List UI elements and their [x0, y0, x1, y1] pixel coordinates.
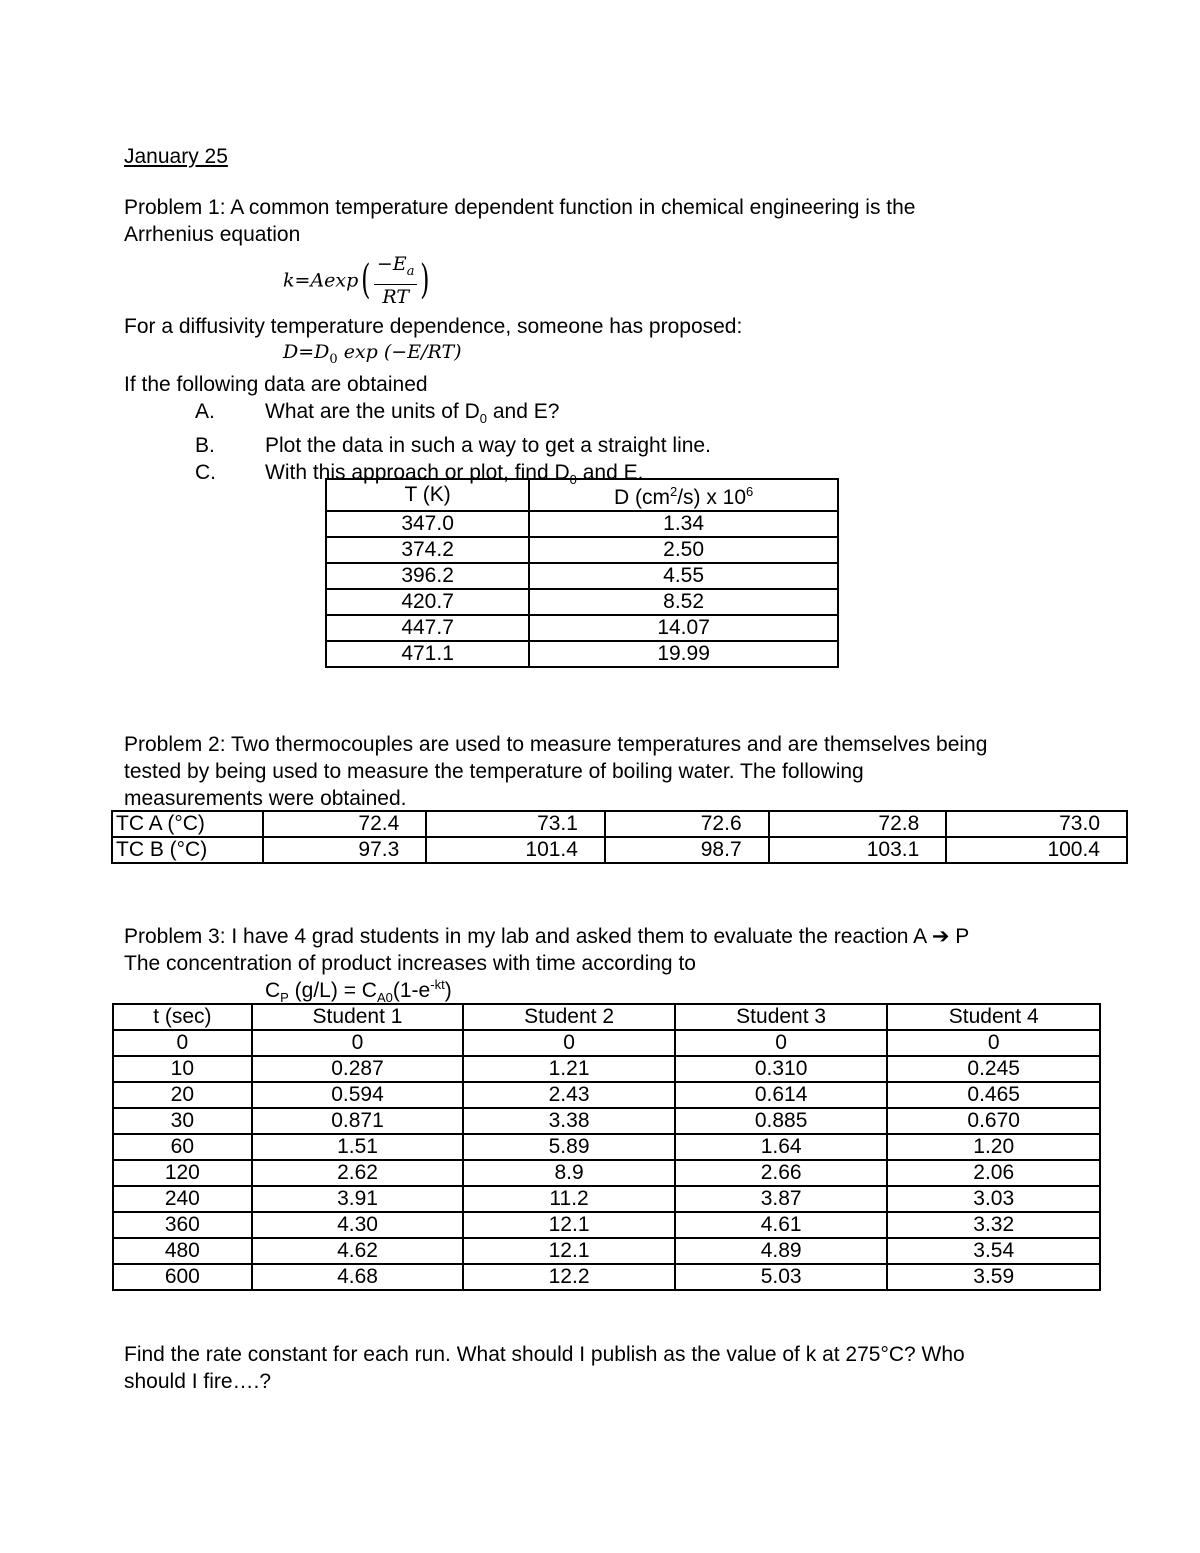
concentration-cell: 2.43 — [463, 1082, 675, 1108]
table-row — [113, 1212, 1100, 1238]
concentration-cell: 0 — [463, 1030, 675, 1056]
problem3-line2: The concentration of product increases with time according to — [124, 952, 696, 975]
time-cell: 10 — [113, 1056, 252, 1082]
table-row — [112, 837, 1127, 863]
diffusivity-sub: 0 — [329, 351, 338, 367]
time-cell: 360 — [113, 1212, 252, 1238]
temperature-cell: 447.7 — [326, 615, 529, 641]
closing-line1: Find the rate constant for each run. What should I publish as the value of k at 275°C? Who — [124, 1343, 965, 1366]
arrhenius-lhs: k=Aexp — [283, 269, 359, 292]
reading-cell: 72.6 — [605, 811, 769, 837]
arrhenius-equation — [283, 252, 433, 309]
concentration-cell: 1.64 — [675, 1134, 888, 1160]
data-intro: If the following data are obtained — [124, 373, 428, 396]
time-cell: 60 — [113, 1134, 252, 1160]
table-row — [113, 1134, 1100, 1160]
concentration-cell: 1.21 — [463, 1056, 675, 1082]
reading-cell: 103.1 — [769, 837, 947, 863]
time-cell: 30 — [113, 1108, 252, 1134]
problem2-line3: measurements were obtained. — [124, 787, 407, 810]
temperature-cell: 420.7 — [326, 589, 529, 615]
table-header-row — [326, 479, 838, 511]
arrhenius-fraction — [374, 252, 418, 309]
header-diffusivity: D $(cm^2/s)$ x $10^6$ — [529, 479, 838, 511]
rate-formula: $C_P$ $(g/L) = C_{A0}(1-e^{-kt})$ — [265, 977, 452, 1006]
temperature-cell: 396.2 — [326, 563, 529, 589]
problem1-intro — [124, 194, 915, 248]
concentration-cell: 5.03 — [675, 1264, 888, 1290]
concentration-cell: 2.62 — [252, 1160, 464, 1186]
concentration-cell: 3.54 — [887, 1238, 1100, 1264]
concentration-cell: 5.89 — [463, 1134, 675, 1160]
concentration-cell: 0.885 — [675, 1108, 888, 1134]
time-cell: 20 — [113, 1082, 252, 1108]
table-row — [113, 1082, 1100, 1108]
column-header: t (sec) — [113, 1004, 252, 1030]
problem2-intro — [124, 731, 987, 812]
concentration-cell: 4.89 — [675, 1238, 888, 1264]
time-cell: 480 — [113, 1238, 252, 1264]
concentration-cell: 3.32 — [887, 1212, 1100, 1238]
thermocouple-table-body — [112, 811, 1127, 863]
diffusivity-cell: 8.52 — [529, 589, 838, 615]
arrhenius-denominator: RT — [382, 285, 409, 308]
concentration-cell: 0.614 — [675, 1082, 888, 1108]
concentration-cell: 3.38 — [463, 1108, 675, 1134]
question-b: B. Plot the data in such a way to get a straight line. — [195, 434, 711, 458]
question-c: C. With this approach or plot, find $D_0$ and E. — [195, 461, 644, 488]
arrhenius-numerator-sub: a — [406, 263, 415, 279]
reading-cell: 101.4 — [426, 837, 605, 863]
concentration-cell: 4.68 — [252, 1264, 464, 1290]
concentration-cell: 4.30 — [252, 1212, 464, 1238]
column-header: Student 4 — [887, 1004, 1100, 1030]
concentration-cell: 4.62 — [252, 1238, 464, 1264]
diffusivity-intro: For a diffusivity temperature dependence, someone has proposed: — [124, 315, 743, 338]
table-row — [113, 1264, 1100, 1290]
problem1-intro-line1: Problem 1: A common temperature dependent function in chemical engineering is the — [124, 196, 916, 219]
table-row — [113, 1108, 1100, 1134]
problem2-line1: Problem 2: Two thermocouples are used to measure temperatures and are themselves being — [124, 733, 988, 756]
diffusivity-rest: exp (−E/RT) — [337, 341, 462, 363]
concentration-cell: 3.59 — [887, 1264, 1100, 1290]
reading-cell: 98.7 — [605, 837, 769, 863]
arrow-icon: ➔ — [931, 925, 950, 948]
table-row — [326, 511, 838, 537]
diffusivity-cell: 19.99 — [529, 641, 838, 667]
temperature-cell: 471.1 — [326, 641, 529, 667]
concentration-cell: 0.594 — [252, 1082, 464, 1108]
concentration-cell: 0.871 — [252, 1108, 464, 1134]
concentration-cell: 4.61 — [675, 1212, 888, 1238]
concentration-cell: 3.91 — [252, 1186, 464, 1212]
table-row — [113, 1056, 1100, 1082]
problem2-line2: tested by being used to measure the temperature of boiling water. The following — [124, 760, 864, 783]
right-paren: ) — [420, 257, 430, 304]
date-heading: January 25 — [124, 145, 228, 168]
diffusivity-cell: 1.34 — [529, 511, 838, 537]
table-row — [326, 563, 838, 589]
concentration-cell: 11.2 — [463, 1186, 675, 1212]
reading-cell: 72.4 — [263, 811, 427, 837]
table-row — [326, 615, 838, 641]
concentration-cell: 1.51 — [252, 1134, 464, 1160]
diffusivity-lhs: D=D — [283, 341, 330, 363]
diffusivity-table-body — [326, 511, 838, 667]
time-cell: 0 — [113, 1030, 252, 1056]
column-header: Student 3 — [675, 1004, 888, 1030]
reading-cell: 73.1 — [426, 811, 605, 837]
diffusivity-cell: 4.55 — [529, 563, 838, 589]
table-row — [113, 1030, 1100, 1056]
left-paren: ( — [361, 257, 371, 304]
table-row — [112, 811, 1127, 837]
concentration-cell: 3.03 — [887, 1186, 1100, 1212]
closing-question — [124, 1341, 965, 1395]
concentration-cell: 0.310 — [675, 1056, 888, 1082]
time-cell: 600 — [113, 1264, 252, 1290]
concentration-cell: 12.2 — [463, 1264, 675, 1290]
time-cell: 120 — [113, 1160, 252, 1186]
concentration-cell: 2.66 — [675, 1160, 888, 1186]
problem3-line1: Problem 3: I have 4 grad students in my lab and asked them to evaluate the reaction A ➔ P — [124, 925, 970, 948]
concentration-cell: 0.465 — [887, 1082, 1100, 1108]
diffusivity-table — [325, 478, 839, 668]
concentration-cell: 0.245 — [887, 1056, 1100, 1082]
table-row — [113, 1160, 1100, 1186]
arrhenius-numerator: −E — [376, 253, 407, 275]
reading-cell: 97.3 — [263, 837, 427, 863]
table-row — [113, 1238, 1100, 1264]
problem3-intro — [124, 923, 969, 977]
closing-line2: should I fire….? — [124, 1370, 272, 1393]
table-row — [113, 1186, 1100, 1212]
concentration-cell: 12.1 — [463, 1212, 675, 1238]
thermocouple-label: TC A (°C) — [112, 811, 263, 837]
table-row — [326, 641, 838, 667]
problem1-intro-line2: Arrhenius equation — [124, 223, 301, 246]
concentration-cell: 0.670 — [887, 1108, 1100, 1134]
concentration-cell: 12.1 — [463, 1238, 675, 1264]
diffusivity-equation — [283, 341, 462, 367]
temperature-cell: 374.2 — [326, 537, 529, 563]
column-header: Student 1 — [252, 1004, 464, 1030]
diffusivity-cell: 14.07 — [529, 615, 838, 641]
column-header: Student 2 — [463, 1004, 675, 1030]
concentration-cell: 0 — [887, 1030, 1100, 1056]
concentration-cell: 0 — [675, 1030, 888, 1056]
students-table-body — [113, 1030, 1100, 1290]
concentration-cell: 0.287 — [252, 1056, 464, 1082]
concentration-cell: 1.20 — [887, 1134, 1100, 1160]
table-header-row — [113, 1004, 1100, 1030]
thermocouple-table — [111, 810, 1128, 864]
diffusivity-cell: 2.50 — [529, 537, 838, 563]
reading-cell: 73.0 — [946, 811, 1127, 837]
thermocouple-label: TC B (°C) — [112, 837, 263, 863]
reading-cell: 72.8 — [769, 811, 947, 837]
table-row — [326, 589, 838, 615]
concentration-cell: 3.87 — [675, 1186, 888, 1212]
time-cell: 240 — [113, 1186, 252, 1212]
concentration-cell: 8.9 — [463, 1160, 675, 1186]
header-temperature: T (K) — [326, 479, 529, 511]
students-table-head — [113, 1004, 1100, 1030]
temperature-cell: 347.0 — [326, 511, 529, 537]
concentration-cell: 2.06 — [887, 1160, 1100, 1186]
table-row — [326, 537, 838, 563]
reading-cell: 100.4 — [946, 837, 1127, 863]
concentration-cell: 0 — [252, 1030, 464, 1056]
students-table — [112, 1003, 1101, 1291]
question-a: A. What are the units of $D_0$ and E? — [195, 400, 560, 427]
